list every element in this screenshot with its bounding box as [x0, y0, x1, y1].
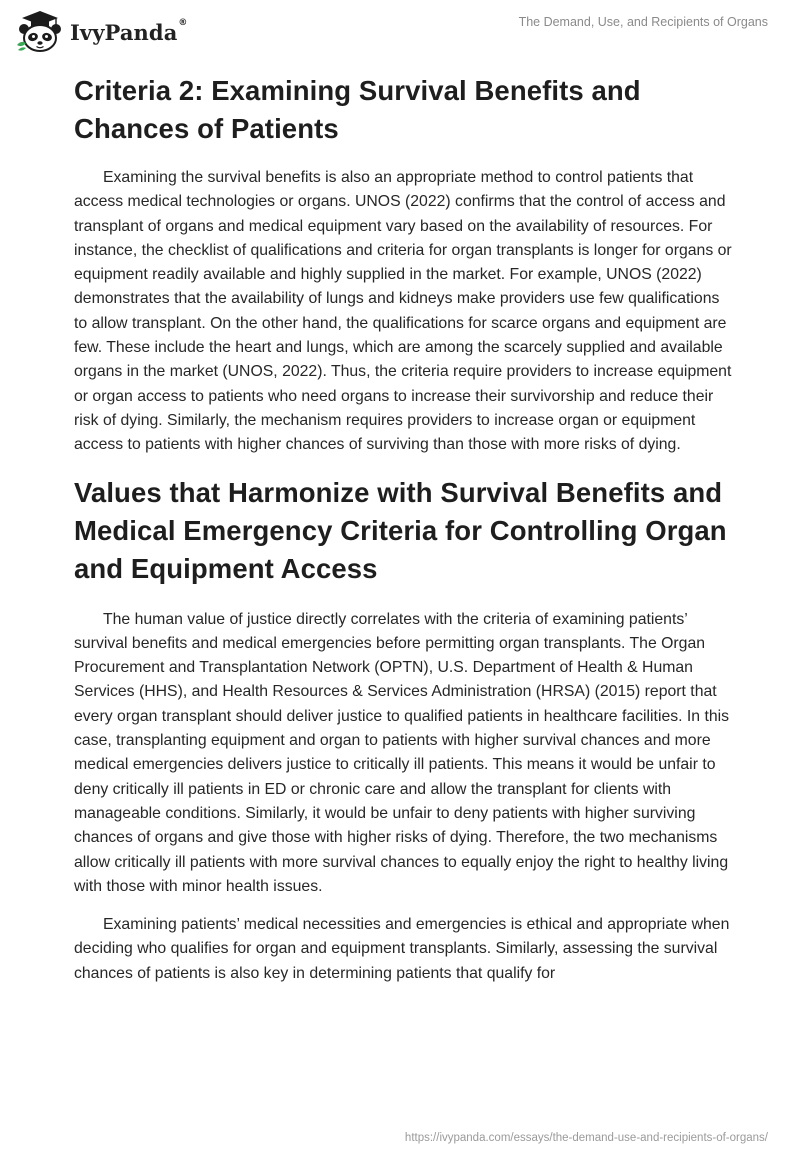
document-title: The Demand, Use, and Recipients of Organs	[518, 15, 768, 29]
registered-mark: ®	[178, 17, 188, 28]
section-heading-values: Values that Harmonize with Survival Benefits and Medical Emergency Criteria for Controlling Organ and Equipment Access	[74, 476, 727, 584]
paragraph-ethics: Examining patients’ medical necessities and emergencies is ethical and appropriate when deciding who qualifies for organ and equipment transplants. Similarly, assessing the survival chances of patients is also key in determining patients that qualify for	[74, 916, 730, 982]
source-url[interactable]: https://ivypanda.com/essays/the-demand-use-and-recipients-of-organs/	[404, 1132, 768, 1144]
page-header	[0, 0, 800, 60]
brand-name-text: IvyPanda	[70, 19, 178, 45]
paragraph-survival-benefits: Examining the survival benefits is also an appropriate method to control patients that access medical technologies or organs. UNOS (2022) confirms that the control of access and transplant of organs and medical equipment vary based on the availability of resources. For instance, the checklist of qualifications and criteria for organ transplants is longer for organs or equipment readily available and highly supplied in the market. For example, UNOS (2022) demonstrates that the availability of lungs and kidneys make providers use few qualifications to allow transplant. On the other hand, the qualifications for scarce organs and equipment are few. These include the heart and lungs, which are among the scarcely supplied and available organs in the market (UNOS, 2022). Thus, the criteria require providers to increase equipment or organ access to patients who need organs to increase their survivorship and reduce their risk of dying. Similarly, the mechanism requires providers to increase organ or equipment access to patients with higher chances of surviving than those with more risks of dying.	[74, 169, 732, 454]
section-heading-criteria-2: Criteria 2: Examining Survival Benefits and Chances of Patients	[74, 75, 641, 144]
brand-name	[70, 17, 188, 45]
panda-graduate-icon	[14, 10, 66, 54]
paragraph-justice: The human value of justice directly correlates with the criteria of examining patients’ survival benefits and medical emergencies before permitting organ transplants. The Organ Procurement and Transplantation Network (OPTN), U.S. Department of Health & Human Services (HHS), and Health Resources & Services Administration (HRSA) (2015) report that every organ transplant should deliver justice to qualified patients in healthcare facilities. In this case, transplanting equipment and organ to patients with higher survival chances and more medical emergencies delivers justice to critically ill patients. This means it would be unfair to deny critically ill patients in ED or chronic care and allow the transplant for clients with manageable conditions. Similarly, it would be unfair to deny patients with higher surviving chances of organs and give those with higher risks of dying. Therefore, the two mechanisms allow critically ill patients with more survival chances to equally enjoy the right to healthy living with those with minor health issues.	[74, 610, 730, 895]
article-body	[74, 72, 734, 1000]
brand-logo[interactable]	[14, 10, 188, 54]
